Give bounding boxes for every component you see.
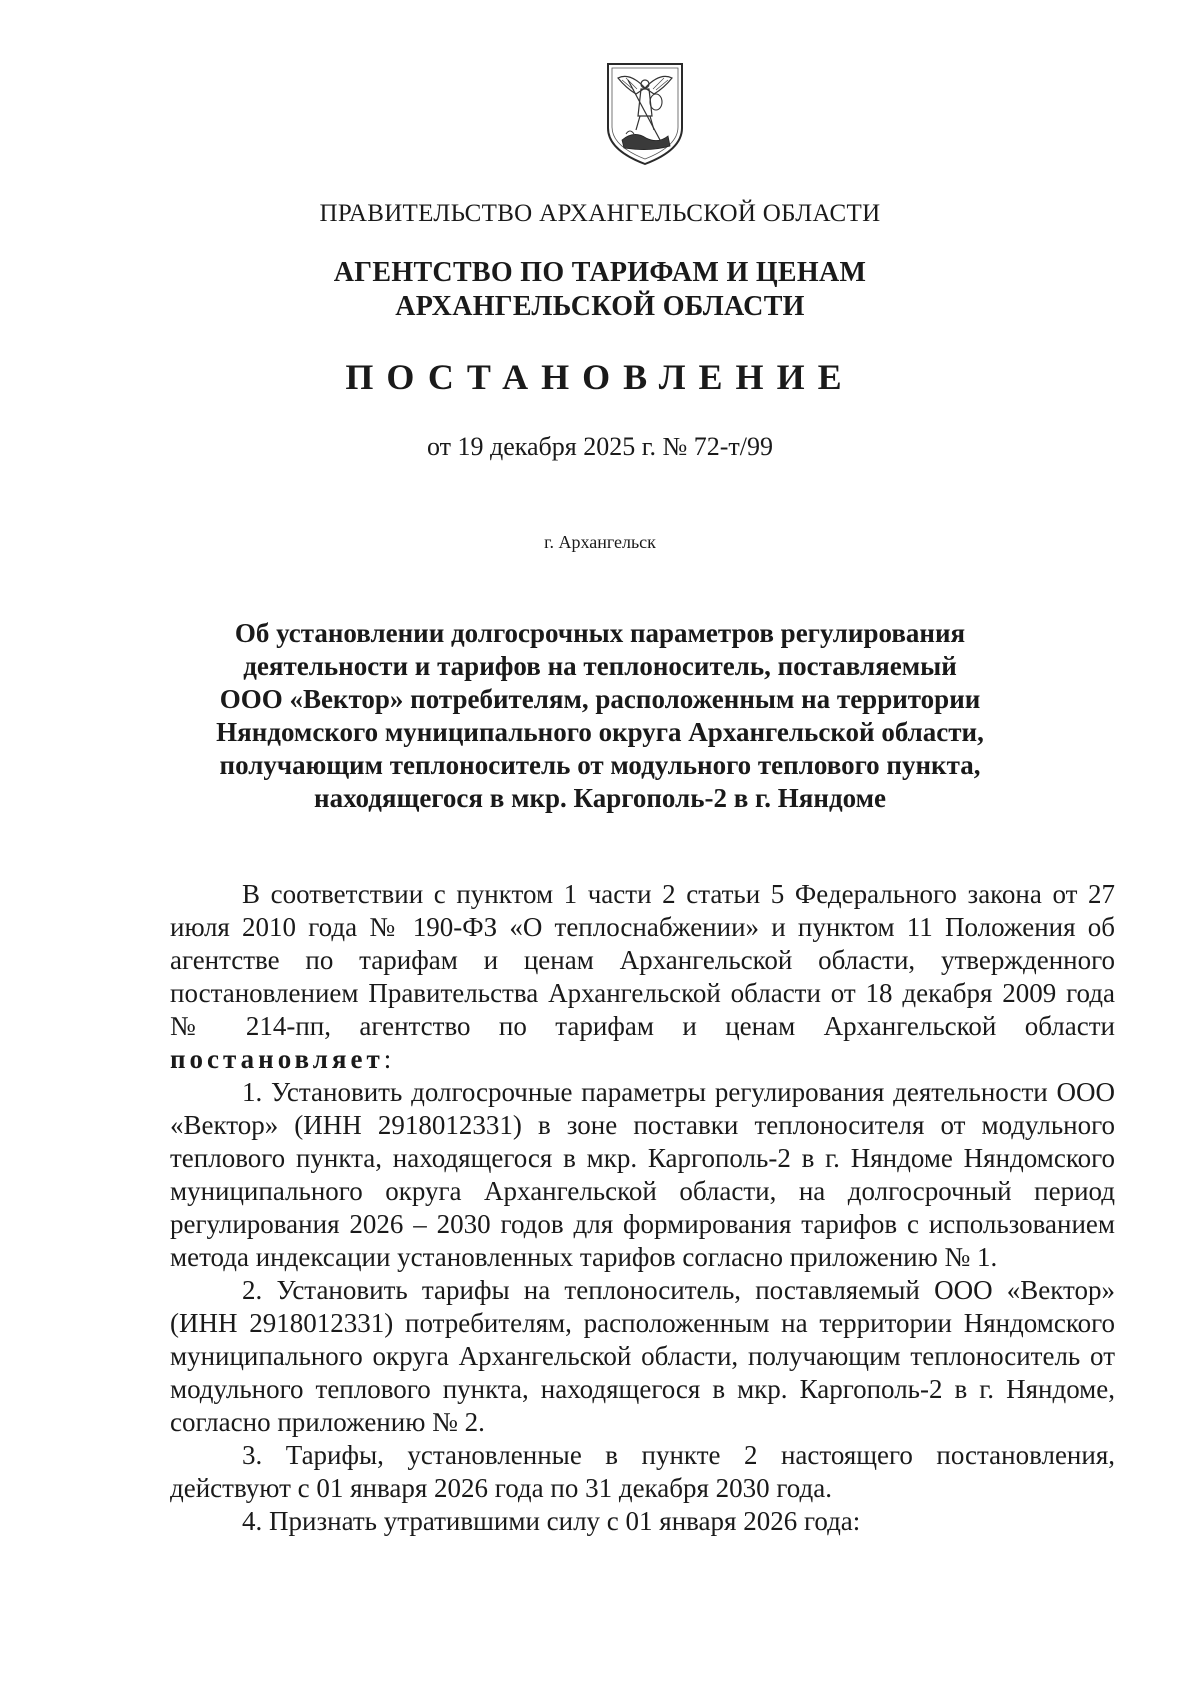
subject-line: ООО «Вектор» потребителям, расположенным на территории xyxy=(219,684,981,714)
decides-punct: : xyxy=(383,1044,392,1074)
subject-line: деятельности и тарифов на теплоноситель, поставляемый xyxy=(243,651,957,681)
item-1: 1. Установить долгосрочные параметры регулирования деятельности ООО «Вектор» (ИНН 2918012331) в зоне поставки теплоносителя от модульного теплового пункта, находящегося в мкр. Каргополь-2 в г. Няндоме Няндомского муниципального округа Архангельской области, на долгосрочный период регулирования 2026 – 2030 годов для формирования тарифов с использованием метода индексации установленных тарифов согласно приложению № 1. xyxy=(170,1077,1115,1272)
preamble-text: В соответствии с пунктом 1 части 2 статьи 5 Федерального закона от 27 июля 2010 года № 190-ФЗ «О теплоснабжении» и пунктом 11 Положения об агентстве по тарифам и ценам Архангельской области, утвержденного постановлением Правительства Архангельской области от 18 декабря 2009 года № 214-пп, агентство по тарифам и ценам Архангельской области xyxy=(170,879,1115,1041)
subject-line: Об установлении долгосрочных параметров регулирования xyxy=(234,618,966,648)
document-city: г. Архангельск xyxy=(544,532,656,552)
item-2: 2. Установить тарифы на теплоноситель, поставляемый ООО «Вектор» (ИНН 2918012331) потребителям, расположенным на территории Няндомского муниципального округа Архангельской области, получающим теплоноситель от модульного теплового пункта, находящегося в мкр. Каргополь-2 в г. Няндоме, согласно приложению № 2. xyxy=(170,1275,1115,1437)
coat-of-arms-icon xyxy=(600,58,690,168)
document-body xyxy=(170,878,1115,1538)
document-type: ПОСТАНОВЛЕНИЕ xyxy=(345,357,855,397)
item-4: 4. Признать утратившими силу с 01 января 2026 года: xyxy=(242,1506,861,1536)
decides-word: постановляет xyxy=(170,1044,384,1074)
agency-name-line1: АГЕНТСТВО ПО ТАРИФАМ И ЦЕНАМ xyxy=(333,257,867,288)
document-subject xyxy=(0,617,1200,815)
item-3: 3. Тарифы, установленные в пункте 2 настоящего постановления, действуют с 01 января 2026 года по 31 декабря 2030 года. xyxy=(170,1440,1115,1503)
government-name: ПРАВИТЕЛЬСТВО АРХАНГЕЛЬСКОЙ ОБЛАСТИ xyxy=(319,200,881,227)
agency-name-line2: АРХАНГЕЛЬСКОЙ ОБЛАСТИ xyxy=(395,291,805,322)
subject-line: получающим теплоноситель от модульного теплового пункта, xyxy=(219,750,981,780)
agency-name xyxy=(0,256,1200,324)
preamble-paragraph xyxy=(170,878,1115,1076)
subject-line: Няндомского муниципального округа Архангельской области, xyxy=(216,717,984,747)
subject-line: находящегося в мкр. Каргополь-2 в г. Няндоме xyxy=(314,783,886,813)
document-date-number: от 19 декабря 2025 г. № 72-т/99 xyxy=(426,432,774,461)
